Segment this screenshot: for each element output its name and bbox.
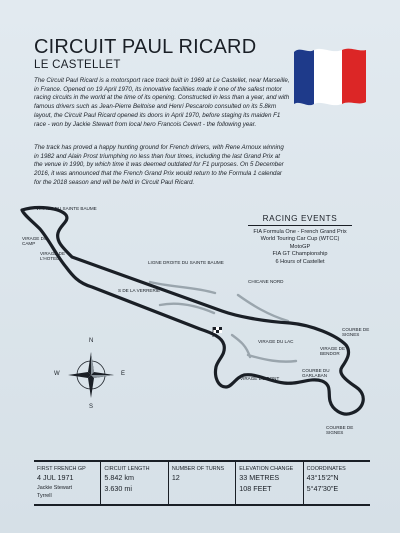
corner-label: VIRAGE DE BENDOR	[320, 346, 346, 357]
racing-event-item: World Touring Car Cup (WTCC)	[260, 236, 340, 243]
corner-label: COURBE DE SIGNES	[342, 327, 370, 338]
stat-first-gp	[34, 462, 101, 504]
corner-label: CHICANE NORD	[248, 279, 284, 284]
corner-label: VIRAGE DE L'HOTEL	[40, 251, 66, 262]
stat-label: NUMBER OF TURNS	[171, 466, 225, 472]
racing-events-heading: RACING EVENTS	[248, 214, 352, 226]
corner-label: VIRAGE DU SAINTE BAUME	[36, 206, 97, 211]
stat-label: FIRST FRENCH GP	[37, 466, 86, 472]
racing-event-item: FIA GT Championship	[272, 251, 328, 258]
racing-event-item: 6 Hours of Castellet	[275, 258, 325, 265]
history-paragraph-2: The track has proved a happy hunting ground for French drivers, with Rene Arnoux winning in 1982 and Alain Prost triumphing no less than four times, including the last Grand Prix at the venue in 1990, by which time it was deemed outdated for F1 purposes. On 5 December 2016, it was announced that the French Grand Prix would return to the Formula 1 calendar for the 2018 season and will be held in Circuit Paul Ricard.	[34, 144, 284, 186]
stat-label: ELEVATION CHANGE	[239, 466, 294, 472]
corner-label: COURBE DE SIGNES	[326, 425, 354, 436]
compass-west-label: W	[54, 371, 60, 377]
stat-label: COORDINATES	[306, 466, 346, 472]
compass-north-label: N	[89, 338, 94, 344]
page-subtitle: LE CASTELLET	[34, 59, 121, 71]
stat-value: 3.630 mi	[104, 483, 132, 493]
stat-label: CIRCUIT LENGTH	[104, 466, 150, 472]
corner-label: VIRAGE DU PONT	[240, 376, 280, 381]
stat-value: 5°47'30"E	[306, 483, 339, 493]
stat-value: 4 JUL 1971	[37, 473, 74, 482]
corner-label: VIRAGE DU LAC	[258, 339, 294, 344]
corner-label: S DE LA VERRERIE	[118, 288, 161, 293]
stat-turns	[169, 462, 236, 504]
france-flag-icon	[286, 40, 372, 110]
compass-east-label: E	[121, 371, 126, 377]
compass-south-label: S	[89, 404, 94, 410]
corner-label: COURBE DU GARLABAN	[302, 368, 330, 379]
corner-label: VIRAGE DU CAMP	[22, 236, 48, 247]
compass-rose	[54, 338, 126, 410]
stat-value: 43°15'2"N	[306, 473, 339, 482]
track-link-road	[232, 335, 250, 357]
stat-circuit-length	[101, 462, 168, 504]
stat-value: 33 METRES	[239, 473, 280, 482]
racing-event-item: FIA Formula One - French Grand Prix	[253, 229, 347, 235]
stats-bar	[34, 460, 370, 506]
corner-label: LIGNE DROITE DU SAINTE BAUME	[148, 260, 224, 265]
stat-value: 108 FEET	[239, 483, 272, 493]
stat-value: Jackie Stewart	[37, 484, 73, 491]
circuit-map	[0, 195, 400, 445]
stat-value: 12	[171, 473, 180, 482]
stat-value: 5.842 km	[104, 473, 134, 482]
track-link-road	[248, 355, 296, 362]
compass-rose-icon	[62, 346, 120, 404]
stat-coordinates	[304, 462, 370, 504]
history-paragraph-1: The Circuit Paul Ricard is a motorsport race track built in 1969 at Le Castellet, near Marseille, in France. Opened on 19 April 1970, its innovative facilities made it one of the safest motor racing circuits in the world at the time of its opening. Constructed in less than a year, and with famous drivers such as Jean-Pierre Beltoise and Henri Pescarolo consulted on its 5.8km layout, the Circuit Paul Ricard opened its doors in April 1970, before staging its maiden F1 race - won by Jackie Stewart from local hero Francois Cevert - the following year.	[34, 77, 290, 128]
stat-value: Tyrrell	[37, 493, 52, 499]
stat-elevation	[236, 462, 303, 504]
page-title: CIRCUIT PAUL RICARD	[34, 36, 257, 58]
racing-event-item: MotoGP	[289, 243, 311, 250]
